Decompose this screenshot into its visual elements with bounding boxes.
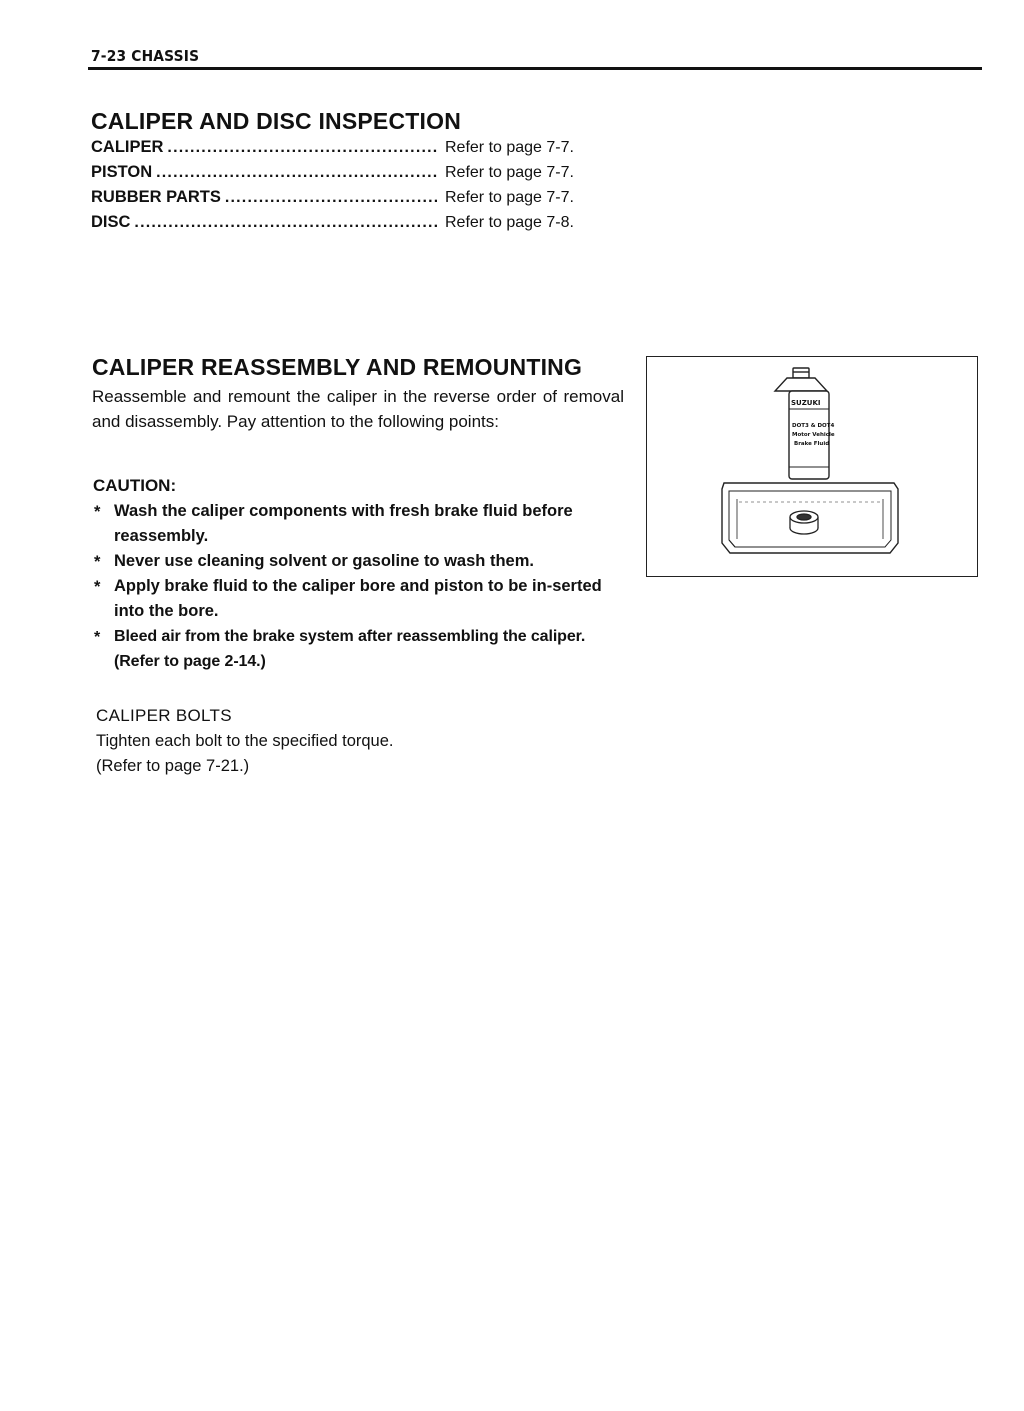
caution-item: * Apply brake fluid to the caliper bore and piston to be in-serted into the bore. — [92, 574, 632, 624]
caliper-bolts-text — [96, 729, 596, 779]
can-brand-label: SUZUKI — [791, 399, 821, 407]
item-ref: Refer to page 7-8. — [445, 214, 574, 231]
list-item — [91, 138, 601, 163]
piston-icon — [790, 511, 818, 534]
item-label: CALIPER — [91, 138, 164, 156]
item-ref: Refer to page 7-7. — [445, 164, 574, 181]
item-ref: Refer to page 7-7. — [445, 139, 574, 156]
leader-dots — [167, 139, 437, 157]
list-item — [91, 163, 601, 188]
can-label-line1: DOT3 & DOT4 — [792, 423, 835, 429]
caution-item: * Never use cleaning solvent or gasoline to wash them. — [92, 549, 632, 574]
caution-title: CAUTION: — [93, 476, 177, 495]
brake-fluid-illustration — [647, 357, 979, 578]
item-label: DISC — [91, 213, 131, 231]
can-label-line2: Motor Vehicle — [792, 432, 835, 438]
inspection-heading: CALIPER AND DISC INSPECTION — [91, 108, 462, 134]
page-header: 7-23 CHASSIS — [91, 47, 200, 65]
leader-dots — [156, 164, 437, 182]
leader-dots — [225, 189, 437, 207]
caution-item: * Bleed air from the brake system after reassembling the caliper. (Refer to page 2-14.) — [92, 624, 632, 674]
brake-fluid-figure — [646, 356, 978, 577]
caution-item: * Wash the caliper components with fresh brake fluid before reassembly. — [92, 499, 632, 549]
item-label: RUBBER PARTS — [91, 188, 221, 206]
item-label: PISTON — [91, 163, 153, 181]
caution-list — [92, 499, 632, 674]
reassembly-intro: Reassemble and remount the caliper in the reverse order of removal and disassembly. Pay attention to the following points: — [92, 387, 624, 431]
caliper-bolts-ref: (Refer to page 7-21.) — [96, 757, 250, 775]
header-rule — [88, 67, 982, 70]
list-item — [91, 188, 601, 213]
can-label-line3: Brake Fluid — [794, 441, 830, 447]
item-ref: Refer to page 7-7. — [445, 189, 574, 206]
caliper-bolts-title: CALIPER BOLTS — [96, 706, 232, 725]
reassembly-heading: CALIPER REASSEMBLY AND REMOUNTING — [92, 354, 583, 380]
list-item — [91, 213, 601, 238]
leader-dots — [134, 214, 437, 232]
inspection-list — [91, 138, 601, 238]
caliper-bolts-line: Tighten each bolt to the specified torque. — [96, 732, 394, 750]
